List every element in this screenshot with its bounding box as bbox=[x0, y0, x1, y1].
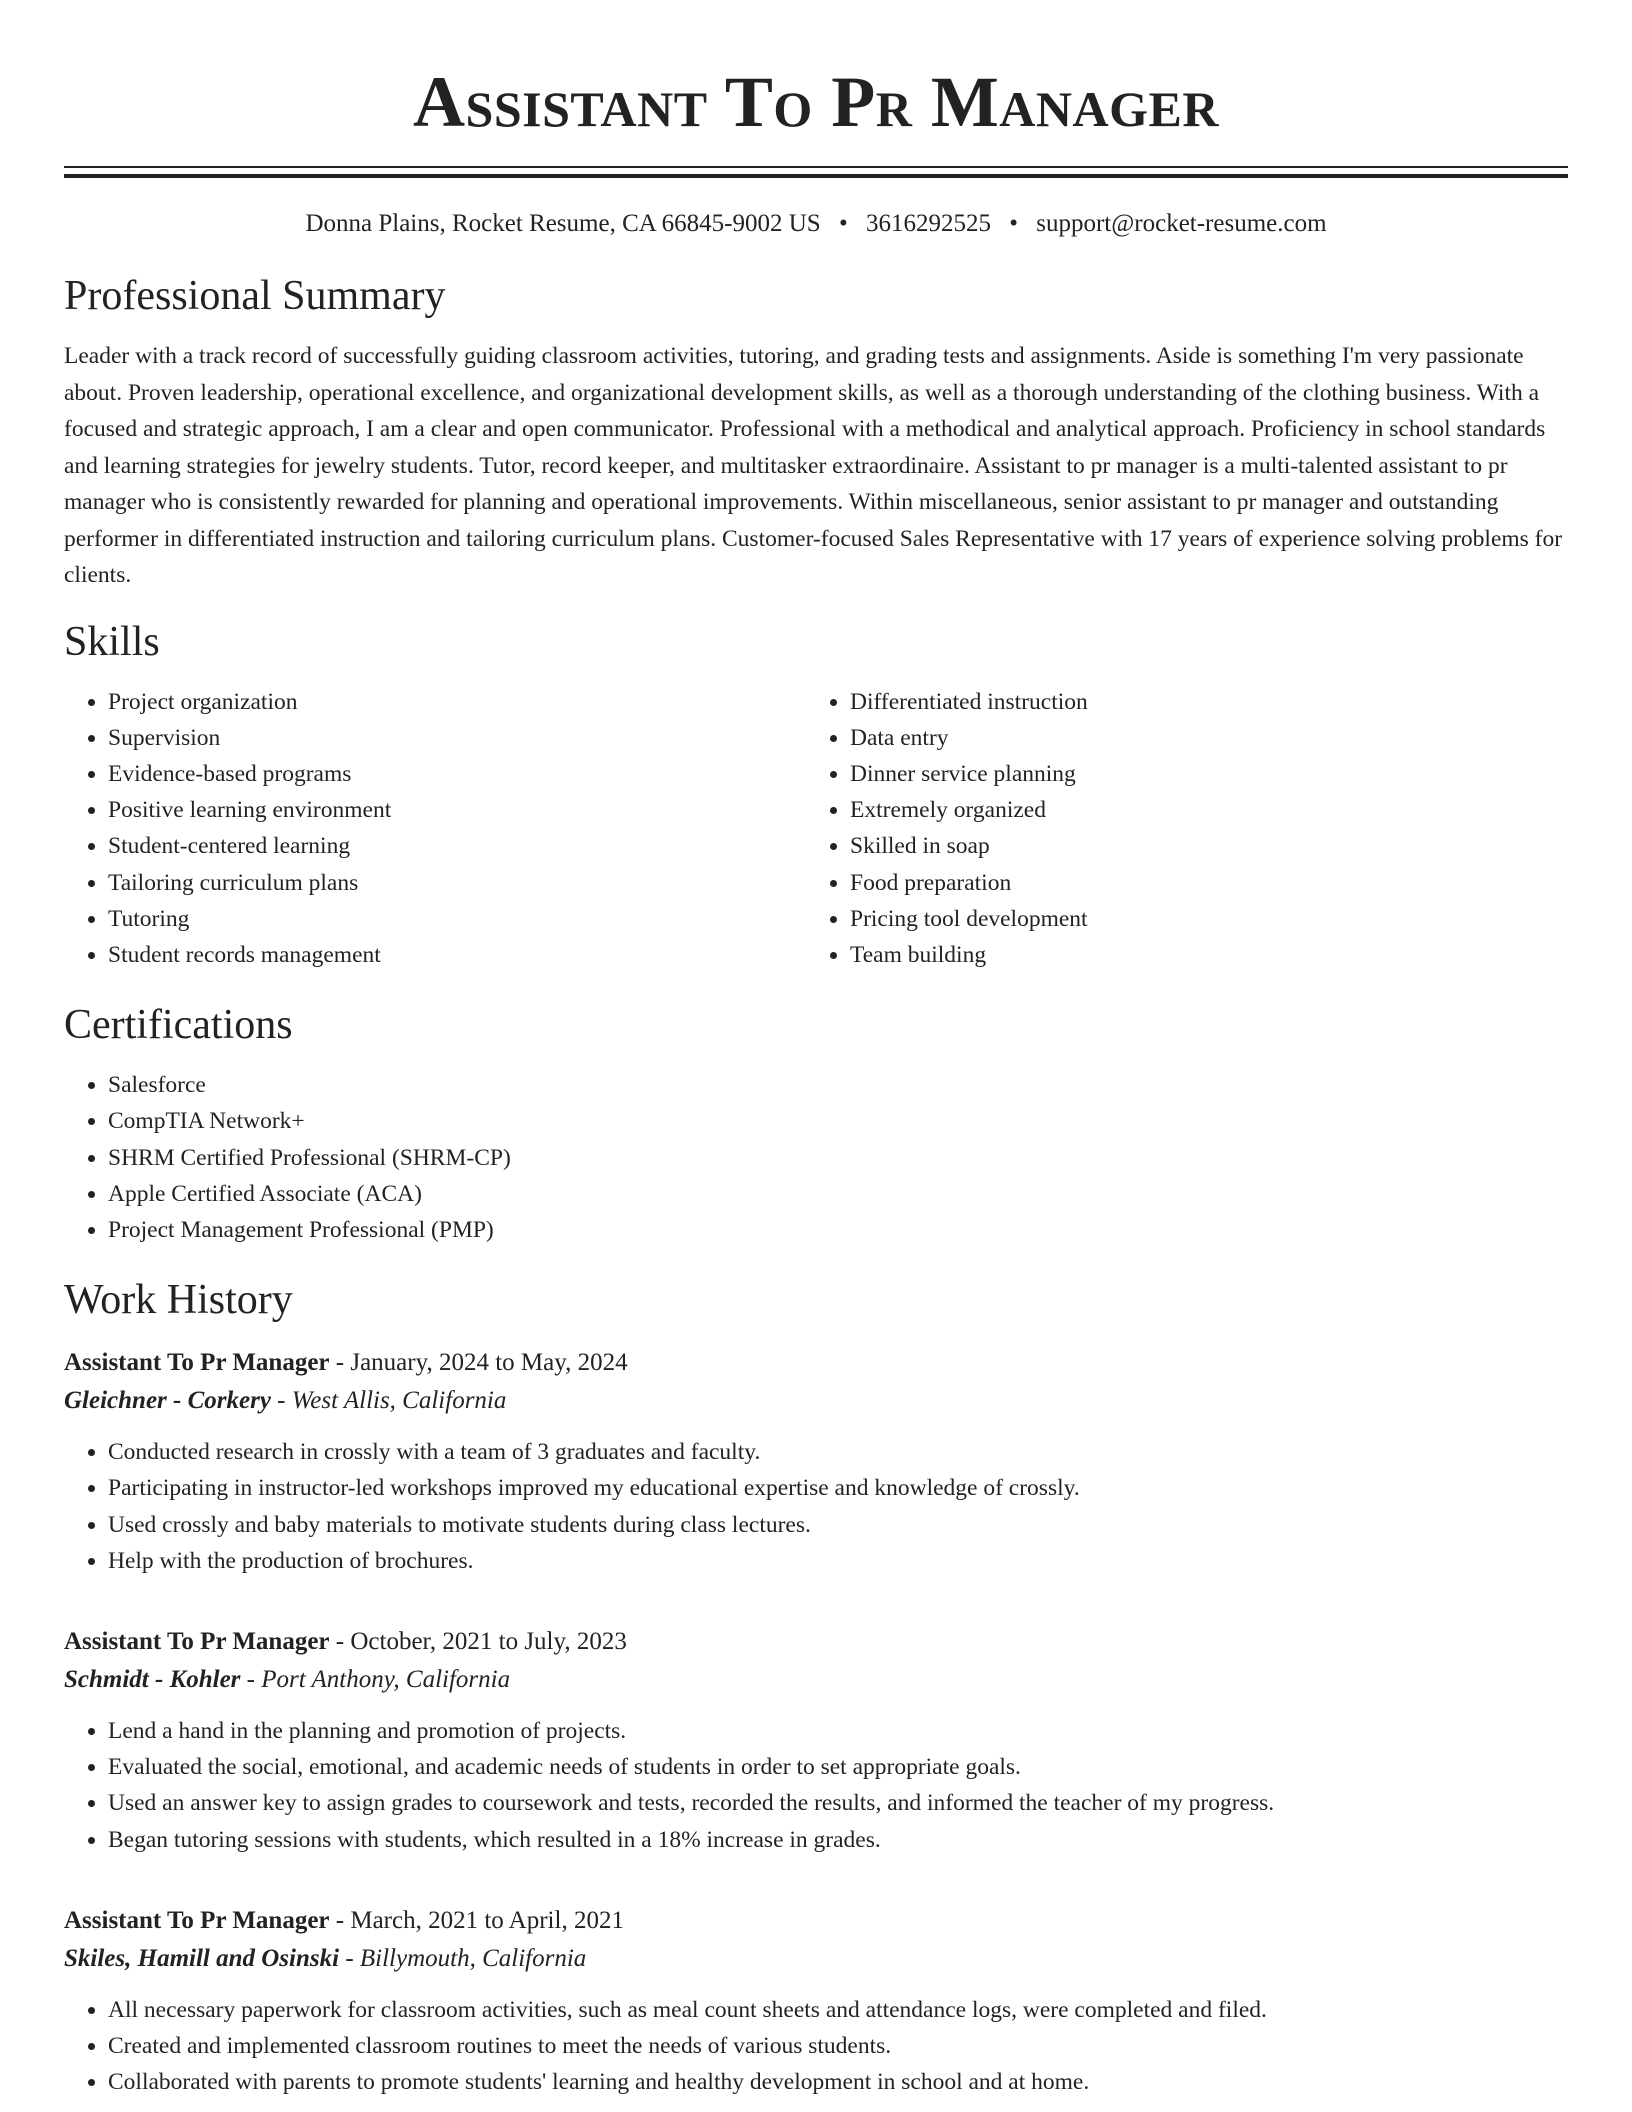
skill-item: • Pricing tool development bbox=[850, 901, 1548, 937]
certifications-list bbox=[64, 1067, 1568, 1248]
skills-columns bbox=[64, 684, 1568, 974]
skills-list-left bbox=[64, 684, 806, 974]
certification-item: • Apple Certified Associate (ACA) bbox=[108, 1176, 1568, 1212]
job-title-line bbox=[64, 1344, 1568, 1382]
skill-item: • Evidence-based programs bbox=[108, 756, 806, 792]
job-entry bbox=[64, 1344, 1568, 1579]
skill-item: • Differentiated instruction bbox=[850, 684, 1548, 720]
skill-item: • Team building bbox=[850, 937, 1548, 973]
resume-page bbox=[64, 0, 1568, 2100]
job-bullet: • Participating in instructor-led workshops improved my educational expertise and knowledge of crossly. bbox=[108, 1470, 1568, 1506]
skill-item: • Data entry bbox=[850, 720, 1548, 756]
job-bullet: • Collaborated with parents to promote students' learning and healthy development in school and at home. bbox=[108, 2064, 1568, 2100]
contact-address: Donna Plains, Rocket Resume, CA 66845-9002 US bbox=[305, 210, 821, 237]
summary-text: Leader with a track record of successfully guiding classroom activities, tutoring, and grading tests and assignments. Aside is something I'm very passionate about. Proven leadership, operational excellence, and organizational development skills, as well as a thorough understanding of the clothing business. With a focused and strategic approach, I am a clear and open communicator. Professional with a methodical and analytical approach. Proficiency in school standards and learning strategies for jewelry students. Tutor, record keeper, and multitasker extraordinaire. Assistant to pr manager is a multi-talented assistant to pr manager who is consistently rewarded for planning and operational improvements. Within miscellaneous, senior assistant to pr manager and outstanding performer in differentiated instruction and tailoring curriculum plans. Customer-focused Sales Representative with 17 years of experience solving problems for clients. bbox=[64, 343, 1563, 588]
job-bullets bbox=[64, 1434, 1568, 1579]
job-bullet: • Began tutoring sessions with students, which resulted in a 18% increase in grades. bbox=[108, 1822, 1568, 1858]
job-location: - Port Anthony, California bbox=[240, 1665, 511, 1693]
certification-item: • SHRM Certified Professional (SHRM-CP) bbox=[108, 1140, 1568, 1176]
job-company-line bbox=[64, 1940, 1568, 1978]
job-entry bbox=[64, 1623, 1568, 1858]
work-history-heading: Work History bbox=[64, 1277, 293, 1324]
skill-item: • Skilled in soap bbox=[850, 828, 1548, 864]
title-divider-thin bbox=[64, 166, 1568, 168]
page-title: Assistant To Pr Manager bbox=[413, 62, 1219, 142]
job-bullet: • Help with the production of brochures. bbox=[108, 1543, 1568, 1579]
job-company: Skiles, Hamill and Osinski bbox=[64, 1944, 340, 1972]
skills-list-right bbox=[806, 684, 1548, 974]
job-bullet: • Created and implemented classroom routines to meet the needs of various students. bbox=[108, 2028, 1568, 2064]
contact-line bbox=[64, 208, 1568, 240]
job-title-line bbox=[64, 1623, 1568, 1661]
skill-item: • Dinner service planning bbox=[850, 756, 1548, 792]
job-location: - Billymouth, California bbox=[339, 1944, 587, 1972]
certifications-heading: Certifications bbox=[64, 1002, 293, 1049]
job-bullets bbox=[64, 1713, 1568, 1858]
job-title: Assistant To Pr Manager bbox=[64, 1349, 330, 1377]
job-dates: - January, 2024 to May, 2024 bbox=[329, 1349, 628, 1377]
contact-separator: • bbox=[1009, 210, 1018, 237]
job-bullet: • Evaluated the social, emotional, and academic needs of students in order to set appropriate goals. bbox=[108, 1749, 1568, 1785]
certification-item: • Salesforce bbox=[108, 1067, 1568, 1103]
job-title: Assistant To Pr Manager bbox=[64, 1627, 330, 1655]
job-dates: - March, 2021 to April, 2021 bbox=[329, 1906, 624, 1934]
job-company-line bbox=[64, 1661, 1568, 1699]
job-company: Schmidt - Kohler bbox=[64, 1665, 241, 1693]
title-divider-thick bbox=[64, 174, 1568, 178]
contact-phone: 3616292525 bbox=[865, 210, 991, 237]
summary-heading: Professional Summary bbox=[64, 273, 446, 319]
skill-item: • Positive learning environment bbox=[108, 792, 806, 828]
job-title: Assistant To Pr Manager bbox=[64, 1906, 330, 1934]
job-bullet: • Conducted research in crossly with a team of 3 graduates and faculty. bbox=[108, 1434, 1568, 1470]
job-bullets bbox=[64, 1992, 1568, 2101]
certification-item: • Project Management Professional (PMP) bbox=[108, 1212, 1568, 1248]
job-entry bbox=[64, 1902, 1568, 2101]
skill-item: • Student-centered learning bbox=[108, 828, 806, 864]
skill-item: • Tutoring bbox=[108, 901, 806, 937]
skill-item: • Supervision bbox=[108, 720, 806, 756]
contact-separator: • bbox=[838, 210, 848, 237]
job-company-line bbox=[64, 1382, 1568, 1420]
job-company: Gleichner - Corkery bbox=[64, 1387, 271, 1415]
skill-item: • Student records management bbox=[108, 937, 806, 973]
job-bullet: • All necessary paperwork for classroom activities, such as meal count sheets and attendance logs, were completed and filed. bbox=[108, 1992, 1568, 2028]
job-bullet: • Used crossly and baby materials to motivate students during class lectures. bbox=[108, 1507, 1568, 1543]
job-title-line bbox=[64, 1902, 1568, 1940]
job-location: - West Allis, California bbox=[270, 1387, 507, 1415]
contact-email: support@rocket-resume.com bbox=[1036, 210, 1327, 237]
skill-item: • Tailoring curriculum plans bbox=[108, 865, 806, 901]
job-dates: - October, 2021 to July, 2023 bbox=[329, 1627, 627, 1655]
skill-item: • Extremely organized bbox=[850, 792, 1548, 828]
skill-item: • Food preparation bbox=[850, 865, 1548, 901]
certification-item: • CompTIA Network+ bbox=[108, 1103, 1568, 1139]
job-bullet: • Lend a hand in the planning and promotion of projects. bbox=[108, 1713, 1568, 1749]
job-bullet: • Used an answer key to assign grades to coursework and tests, recorded the results, and informed the teacher of my progress. bbox=[108, 1785, 1568, 1821]
skills-heading: Skills bbox=[64, 618, 160, 665]
skill-item: • Project organization bbox=[108, 684, 806, 720]
